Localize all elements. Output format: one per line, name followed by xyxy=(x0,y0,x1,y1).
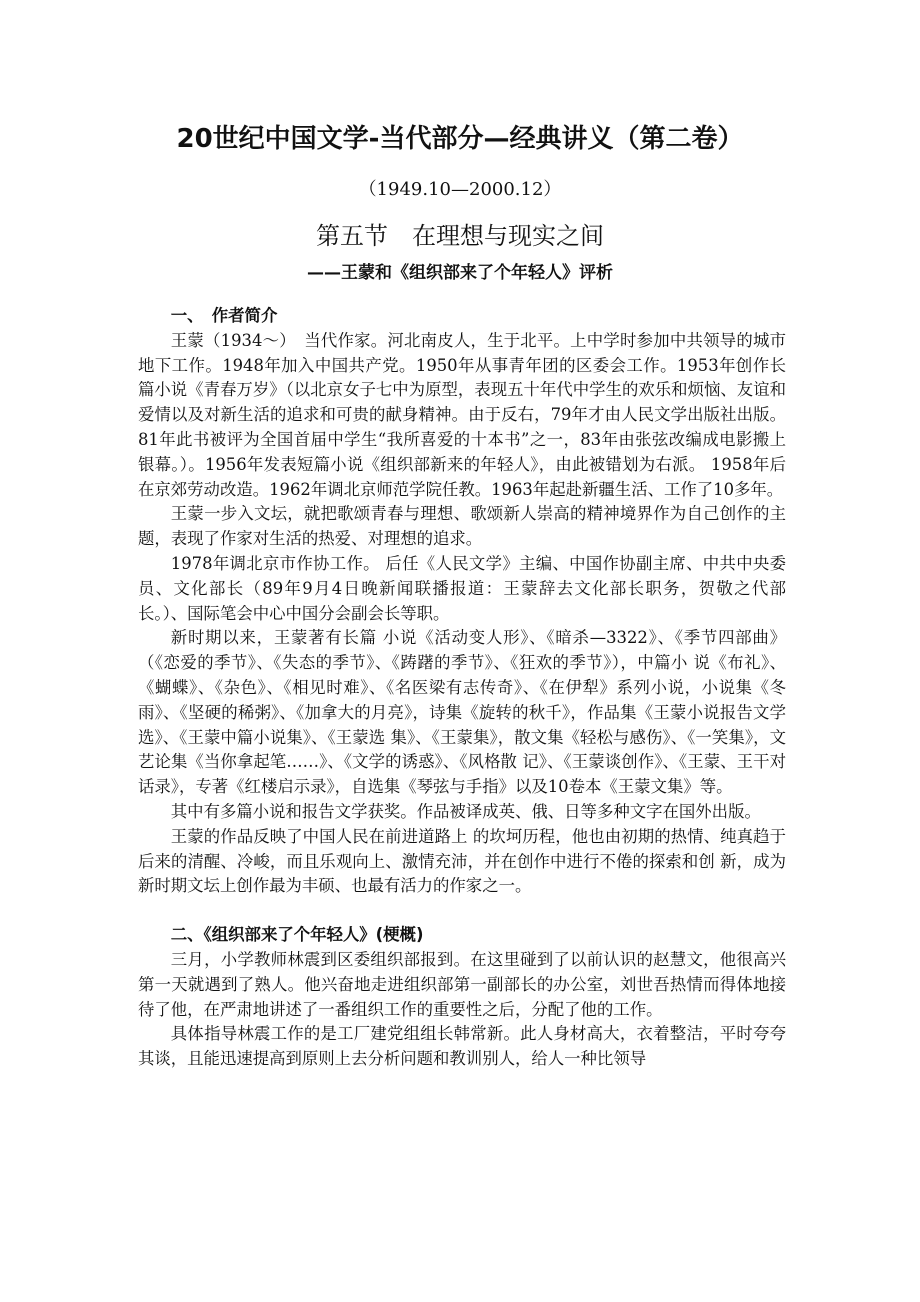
paragraph: 王蒙（1934～） 当代作家。河北南皮人，生于北平。上中学时参加中共领导的城市地下工作。1948年加入中国共产党。1950年从事青年团的区委会工作。1953年创作长篇小说《青春万岁》（以北京女子七中为原型，表现五十年代中学生的欢乐和烦恼、友谊和爱情以及对新生活的追求和可贵的献身精神。由于反右，79年才由人民文学出版社出版。81年此书被评为全国首届中学生“我所喜爱的十本书”之一，83年由张弦改编成电影搬上银幕。）。1956年发表短篇小说《组织部新来的年轻人》，由此被错划为右派。 1958年后在京郊劳动改造。1962年调北京师范学院任教。1963年起赴新疆生活、工作了10多年。 xyxy=(138,330,786,499)
paragraph: 三月，小学教师林震到区委组织部报到。在这里碰到了以前认识的赵慧文，他很高兴第一天就遇到了熟人。他兴奋地走进组织部第一副部长的办公室，刘世吾热情而得体地接待了他，在严肃地讲述了一番组织工作的重要性之后，分配了他的工作。 xyxy=(138,949,786,1019)
section-subtitle: ——王蒙和《组织部来了个年轻人》评析 xyxy=(307,263,613,283)
date-range: （1949.10—2000.12） xyxy=(358,179,562,200)
paragraph: 其中有多篇小说和报告文学获奖。作品被译成英、俄、日等多种文字在国外出版。 xyxy=(170,801,761,821)
heading-synopsis: 二、《组织部来了个年轻人》(梗概) xyxy=(170,925,424,945)
paragraph: 王蒙一步入文坛，就把歌颂青春与理想、歌颂新人崇高的精神境界作为自己创作的主题，表现了作家对生活的热爱、对理想的追求。 xyxy=(138,504,786,549)
section-title: 第五节 在理想与现实之间 xyxy=(316,222,604,250)
paragraph: 具体指导林震工作的是工厂建党组组长韩常新。此人身材高大，衣着整洁，平时夸夸其谈，且能迅速提高到原则上去分析问题和教训别人，给人一种比领导 xyxy=(138,1024,786,1069)
document-body xyxy=(138,304,786,1072)
paragraph: 王蒙的作品反映了中国人民在前进道路上 的坎坷历程，他也由初期的热情、纯真趋于后来的清醒、冷峻，而且乐观向上、激情充沛，并在创作中进行不倦的探索和创 新，成为新时期文坛上创作最为丰硕、也最有活力的作家之一。 xyxy=(138,826,786,896)
document-title: 20世纪中国文学-当代部分—经典讲义（第二卷） xyxy=(176,124,744,154)
paragraph: 1978年调北京市作协工作。 后任《人民文学》主编、中国作协副主席、中共中央委员、文化部长（89年9月4日晚新闻联播报道：王蒙辞去文化部长职务，贺敬之代部长。）、国际笔会中心中国分会副会长等职。 xyxy=(138,553,786,623)
heading-author-intro: 一、 作者简介 xyxy=(170,306,278,325)
paragraph: 新时期以来，王蒙著有长篇 小说《活动变人形》、《暗杀—3322》、《季节四部曲》（《恋爱的季节》、《失态的季节》、《踌躇的季节》、《狂欢的季节》），中篇小 说《布礼》、《蝴蝶》、《杂色》、《相见时难》、《名医梁有志传奇》、《在伊犁》系列小说，小说集《冬雨》、《坚硬的稀粥》、《加拿大的月亮》，诗集《旋转的秋千》，作品集《王蒙小说报告文学选》、《王蒙中篇小说集》、《王蒙选 集》、《王蒙集》，散文集《轻松与感伤》、《一笑集》，文艺论集《当你拿起笔……》、《文学的诱惑》、《风格散 记》、《王蒙谈创作》、《王蒙、王干对话录》，专著《红楼启示录》，自选集《琴弦与手指》以及10卷本《王蒙文集》等。 xyxy=(138,628,786,797)
